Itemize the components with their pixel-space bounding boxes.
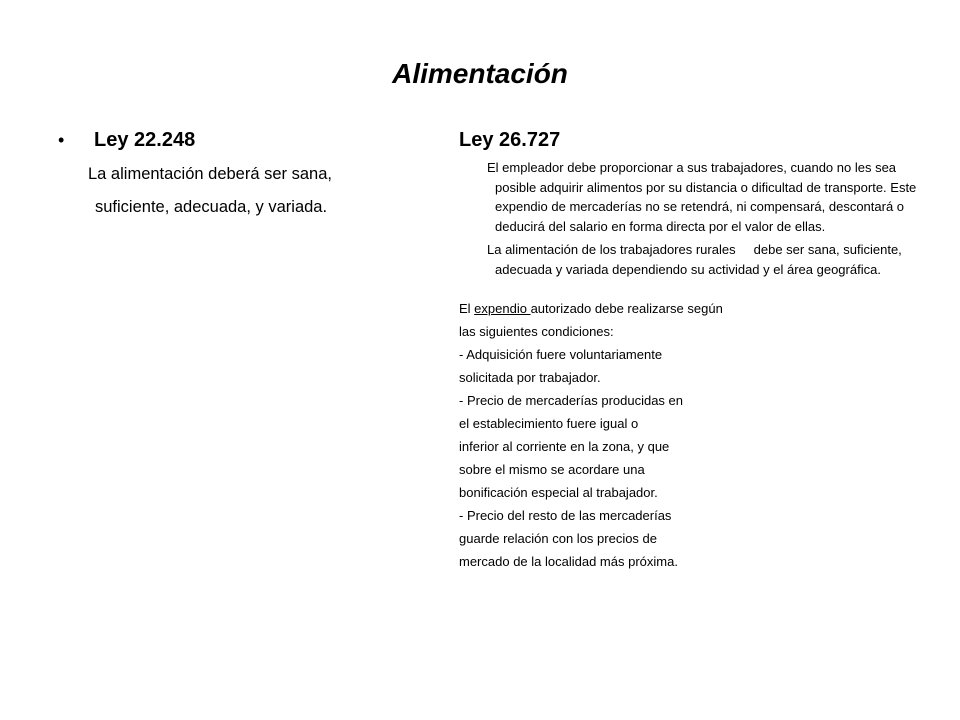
slide-title: Alimentación xyxy=(392,58,568,89)
condition-line: - Precio de mercaderías producidas en xyxy=(459,393,684,408)
condition-line: inferior al corriente en la zona, y que xyxy=(459,439,670,454)
expendio-intro-line xyxy=(459,297,929,320)
law-22248-heading: Ley 22.248 xyxy=(94,129,196,151)
law-26727-paragraph-2: La alimentación de los trabajadores rurales debe ser sana, suficiente, adecuada y variada dependiendo su actividad y el área geográfica. xyxy=(487,242,906,277)
expendio-conditions xyxy=(459,297,929,573)
condition-line: solicitada por trabajador. xyxy=(459,370,601,385)
bullet-item xyxy=(58,126,418,158)
condition-line: el establecimiento fuere igual o xyxy=(459,416,639,431)
condition-line: guarde relación con los precios de xyxy=(459,531,658,546)
law-22248-text-line1: La alimentación deberá ser sana, xyxy=(88,165,332,183)
condition-line: sobre el mismo se acordare una xyxy=(459,462,645,477)
law-26727-heading: Ley 26.727 xyxy=(459,129,561,151)
right-column xyxy=(459,126,929,573)
condition-line: mercado de la localidad más próxima. xyxy=(459,554,678,569)
left-column xyxy=(58,126,418,224)
expendio-word: expendio xyxy=(474,301,531,316)
condition-line: - Precio del resto de las mercaderías xyxy=(459,508,672,523)
condition-line: las siguientes condiciones: xyxy=(459,324,614,339)
condition-line: - Adquisición fuere voluntariamente xyxy=(459,347,663,362)
law-22248-text-line2: suficiente, adecuada, y variada. xyxy=(95,198,328,216)
law-22248-text xyxy=(58,158,418,224)
expendio-suffix: autorizado debe realizarse según xyxy=(530,301,723,316)
law-26727-paragraph-1: El empleador debe proporcionar a sus trabajadores, cuando no les sea posible adquirir alimentos por su distancia o dificultad de transporte. Este expendio de mercaderías no se retendrá, ni compensará, descontará o deducirá del salario en forma directa por el valor de ellas. xyxy=(487,160,917,234)
expendio-prefix: El xyxy=(459,301,475,316)
bullet-icon: • xyxy=(58,130,65,150)
condition-line: bonificación especial al trabajador. xyxy=(459,485,658,500)
